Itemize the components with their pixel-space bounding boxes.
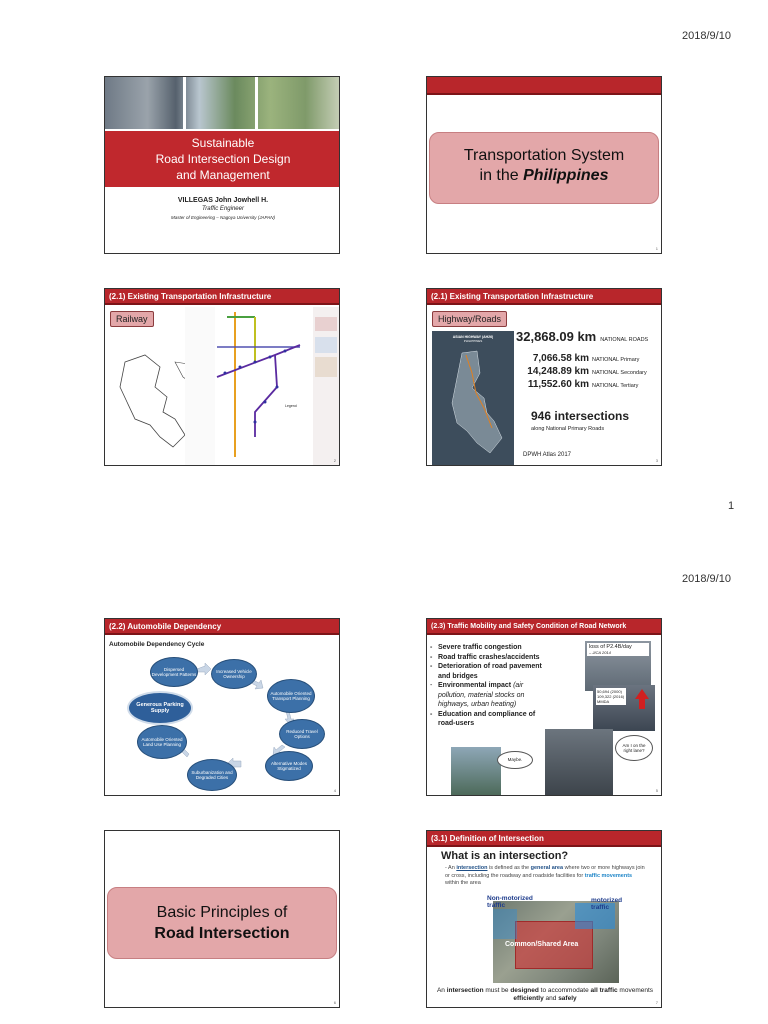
slide-header-bar xyxy=(427,77,662,95)
issue-item: - Severe traffic congestion xyxy=(430,643,548,653)
speech-bubble-right: Am I on the right lane? xyxy=(615,735,653,761)
title-line-1: Sustainable xyxy=(191,136,255,150)
section-title-line-2: Road Intersection xyxy=(154,925,290,942)
slide-header: (2.3) Traffic Mobility and Safety Condition of Road Network xyxy=(427,619,661,635)
issue-item: - Road traffic crashes/accidents xyxy=(430,653,548,663)
slide-automobile-dependency[interactable] xyxy=(104,618,340,796)
slide-number: 4 xyxy=(333,788,336,793)
definition-footer: An intersection must be designed to accommodate all traffic movements efficiently and safely xyxy=(436,987,654,1002)
legend-label: Legend xyxy=(285,404,297,408)
definition-question: What is an intersection? xyxy=(441,850,569,862)
rail-photos-strip xyxy=(185,307,215,466)
philippines-road-map xyxy=(432,343,514,463)
section-title-line-1: Basic Principles of xyxy=(156,904,288,921)
traffic-photo-mid xyxy=(593,685,655,731)
label-nonmotorized: Non-motorized traffic xyxy=(487,895,533,909)
philippines-outline xyxy=(120,355,185,447)
section-title-box xyxy=(107,887,337,959)
total-label: NATIONAL ROADS xyxy=(600,337,649,343)
slide-header: (2.2) Automobile Dependency xyxy=(105,619,339,635)
issue-list xyxy=(430,643,548,729)
loss-label: loss of P2.4B/day – JICA 2014 xyxy=(587,643,649,656)
author-degree: Master of Engineering – Nagoya University (JAPAN) xyxy=(171,215,275,220)
road-breakdown xyxy=(523,353,661,392)
slide-header: (2.1) Existing Transportation Infrastructure xyxy=(427,289,661,305)
asian-highway-map xyxy=(432,331,514,465)
up-arrow-icon xyxy=(635,689,649,699)
slide-definition-intersection[interactable] xyxy=(426,830,662,1008)
cycle-bubble-1: Dispersed Development Patterns xyxy=(150,657,198,687)
author-name: VILLEGAS John Jowhell H. xyxy=(177,197,269,204)
slide-number: 1 xyxy=(655,246,658,251)
header-photo-collage xyxy=(105,77,340,129)
cycle-center-bubble: Generous Parking Supply xyxy=(127,691,193,725)
definition-text: - An intersection is defined as the general area where two or more highways join or cross, including the roadway and roadside facilities for traffic movements within the area xyxy=(445,865,645,886)
slide-number: 2 xyxy=(333,458,336,463)
page-number: 1 xyxy=(728,500,735,512)
slide-traffic-mobility[interactable] xyxy=(426,618,662,796)
road-row-secondary: 14,248.89 km NATIONAL Secondary xyxy=(527,366,647,377)
label-common-area: Common/Shared Area xyxy=(505,941,579,948)
cycle-subtitle: Automobile Dependency Cycle xyxy=(109,641,205,648)
railway-tag: Railway xyxy=(110,311,154,327)
issue-item: - Education and compliance of road-users xyxy=(430,710,548,729)
traffic-photo-top xyxy=(585,641,651,691)
intersections-sub: along National Primary Roads xyxy=(531,426,605,432)
cycle-bubble-6: Suburbanization and Degraded Cities xyxy=(187,759,237,791)
slide-highway-roads[interactable] xyxy=(426,288,662,466)
road-traffic-photo xyxy=(545,729,613,795)
map-subtitle: PHILIPPINES xyxy=(463,339,483,343)
total-km: 32,868.09 km NATIONAL ROADS xyxy=(516,329,649,344)
title-line-2: Road Intersection Design xyxy=(155,152,291,166)
slide-transportation-system[interactable] xyxy=(426,76,662,254)
label-motorized: motorized traffic xyxy=(591,897,623,911)
author-role: Traffic Engineer xyxy=(202,206,244,212)
title-banner xyxy=(105,131,340,187)
slide-number: 6 xyxy=(333,1000,336,1005)
cyclists-photo xyxy=(451,747,501,795)
section-title-prefix: in the xyxy=(479,167,524,184)
page2-date: 2018/9/10 xyxy=(682,573,731,585)
issue-item: - Deterioration of road pavement and bridges xyxy=(430,662,548,681)
slide-number: 5 xyxy=(655,788,658,793)
road-row-tertiary: 11,552.60 km NATIONAL Tertiary xyxy=(527,379,639,390)
cycle-bubble-5: Alternative Modes Stigmatized xyxy=(265,751,313,781)
cycle-bubble-7: Automobile Oriented Land Use Planning xyxy=(137,725,187,759)
slide-title[interactable] xyxy=(104,76,340,254)
cycle-bubble-2: Increased Vehicle Ownership xyxy=(211,659,257,689)
slide-basic-principles[interactable] xyxy=(104,830,340,1008)
slide-number: 3 xyxy=(655,458,658,463)
nonmotorized-area-overlay xyxy=(493,909,517,939)
intersections-count: 946 intersections xyxy=(531,409,630,423)
title-line-3: and Management xyxy=(176,168,270,182)
rail-network-diagram xyxy=(217,312,300,457)
speech-bubble-left: Maybe. xyxy=(497,751,533,769)
mmda-label: 50,694 (2000) 109,322 (2016) MMDA xyxy=(597,689,625,704)
slide-header: (3.1) Definition of Intersection xyxy=(427,831,661,847)
section-title-box xyxy=(429,132,659,204)
highway-tag: Highway/Roads xyxy=(432,311,507,327)
section-title-line-1: Transportation System xyxy=(463,147,625,164)
road-row-primary: 7,066.58 km NATIONAL Primary xyxy=(532,353,640,364)
section-title-italic: Philippines xyxy=(523,167,609,184)
railway-maps xyxy=(105,307,340,466)
page1-date: 2018/9/10 xyxy=(682,30,731,42)
slide-number: 7 xyxy=(655,1000,658,1005)
data-source: DPWH Atlas 2017 xyxy=(523,452,572,458)
slide-railway[interactable] xyxy=(104,288,340,466)
map-title: ASIAN HIGHWAY (AH26) xyxy=(452,335,494,339)
cycle-bubble-3: Automobile Oriented Transport Planning xyxy=(267,679,315,713)
cycle-bubble-4: Reduced Travel Options xyxy=(279,719,325,749)
issue-item: - Environmental impact (air pollution, material stocks on highways, urban heating) xyxy=(430,681,548,710)
slide-header: (2.1) Existing Transportation Infrastructure xyxy=(105,289,339,305)
